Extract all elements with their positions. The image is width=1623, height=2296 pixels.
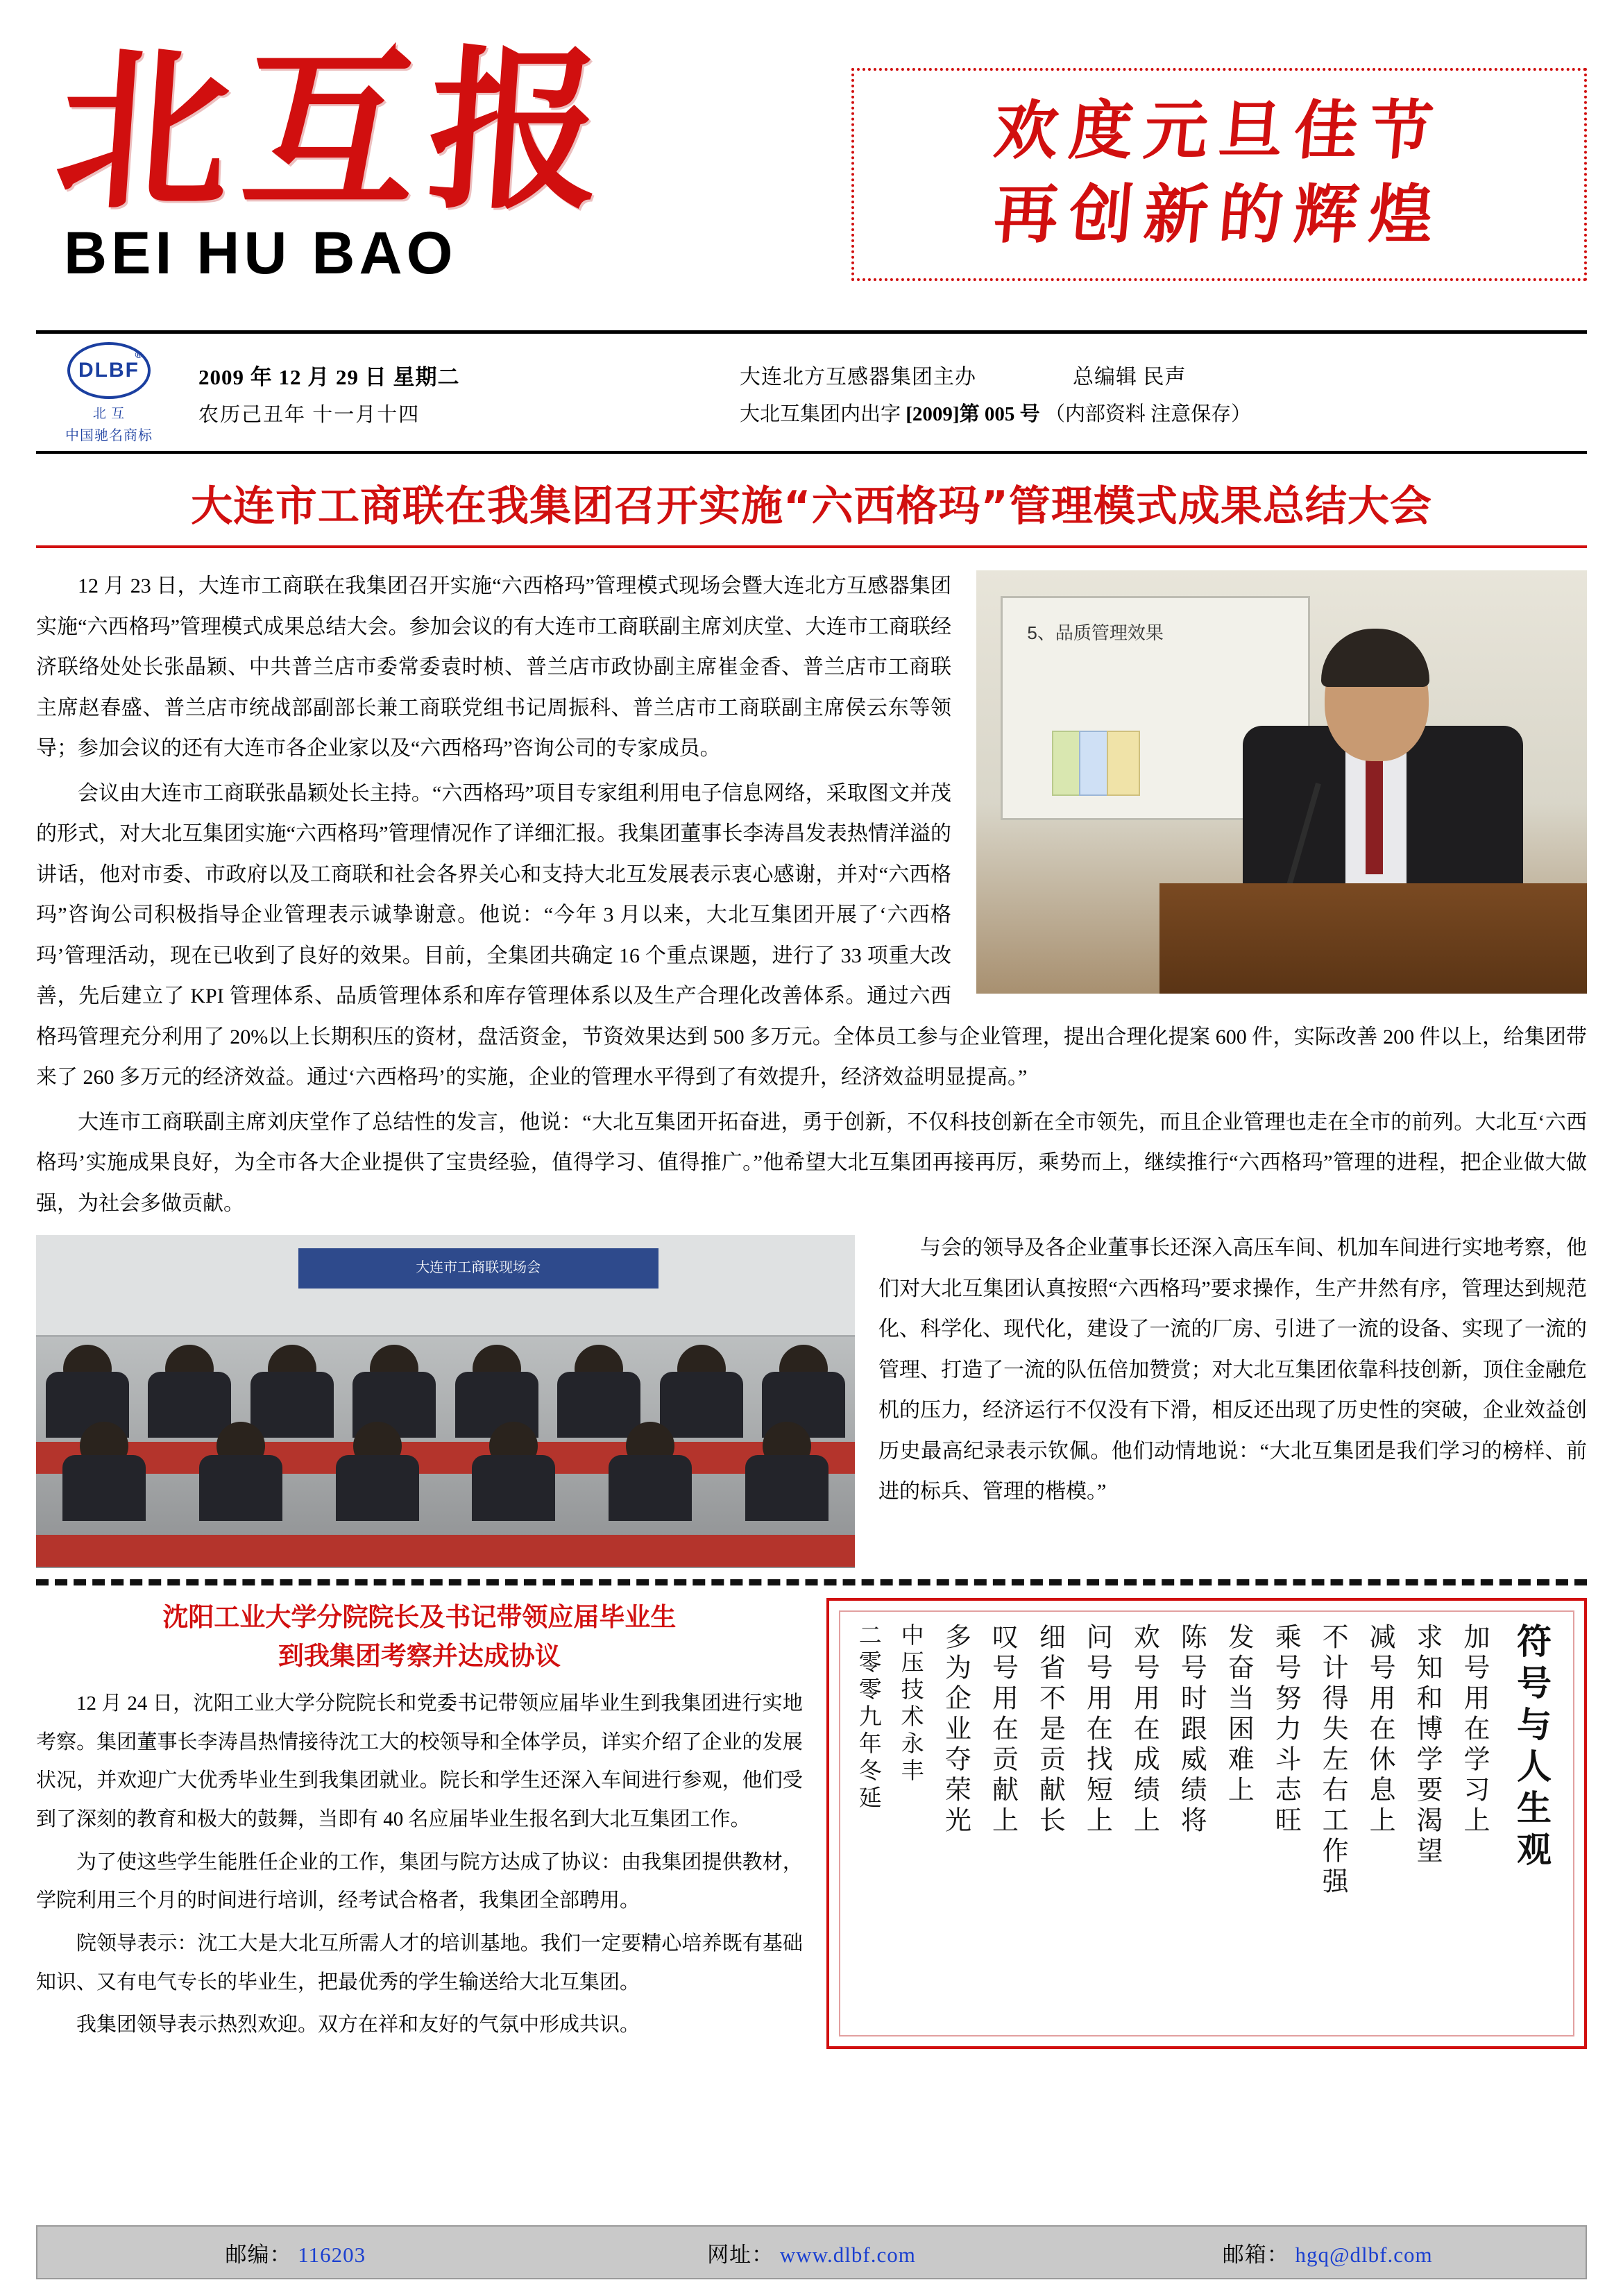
masthead-left: [36, 28, 792, 288]
calligraphy-column: 发奋当困难上: [1223, 1623, 1255, 1806]
speaker-photo-wrap: [976, 570, 1587, 994]
logo-sub-label: 中国驰名商标: [65, 428, 153, 443]
bottom-section: [36, 1598, 1587, 2049]
publisher-label: 大连北方互感器集团主办: [740, 366, 976, 389]
footer-email-label: 邮箱：: [1222, 2242, 1289, 2267]
footer-website-link[interactable]: www.dlbf.com: [779, 2242, 916, 2267]
slogan-line-2: 再创新的辉煌: [991, 177, 1447, 253]
calligraphy-column: 多为企业夺荣光: [940, 1623, 971, 1837]
logo-cn-label: 北 互: [92, 407, 126, 421]
calligraphy-title: 符号与人生观: [1511, 1623, 1552, 1873]
calligraphy-column: 减号用在休息上: [1365, 1623, 1396, 1837]
calligraphy-column: 加号用在学习上: [1459, 1623, 1490, 1837]
speaker-photo: [976, 570, 1587, 994]
secondary-paragraph: 院领导表示：沈工大是大北互所需人才的培训基地。我们一定要精心培养既有基础知识、又有电气专长的毕业生，把最优秀的学生输送给大北互集团。: [36, 1932, 803, 1993]
brand-logo: [36, 342, 182, 444]
calligraphy-column: 欢号用在成绩上: [1129, 1623, 1160, 1837]
calligraphy-column: 陈号时跟威绩将: [1176, 1623, 1207, 1837]
secondary-paragraph: 12 月 24 日，沈阳工业大学分院院长和党委书记带领应届毕业生到我集团进行实地考察。集团董事长李涛昌热情接待沈工大的校领导和全体学员，详实介绍了企业的发展状况，并欢迎广大优秀毕业生到我集团就业。院长和学生还深入车间进行参观，他们受到了深刻的教育和极大的鼓舞，当即有 40 名应届毕业生报名到大北互集团工作。: [36, 1692, 803, 1831]
logo-mark-text: DLBF: [78, 359, 139, 382]
secondary-paragraph: 我集团领导表示热烈欢迎。双方在祥和友好的气氛中形成共识。: [76, 2014, 640, 2036]
headline-divider: [36, 545, 1587, 548]
info-bar: [36, 334, 1587, 454]
calligraphy-column: 乘号努力斗志旺: [1271, 1623, 1302, 1837]
calligraphy-columns: [839, 1610, 1574, 2036]
calligraphy-panel: [826, 1598, 1587, 2049]
footer-email[interactable]: [1069, 2237, 1586, 2268]
issue-number: [2009]第 005 号: [906, 403, 1040, 425]
lunar-date: 农历己丑年 十一月十四: [198, 403, 420, 426]
secondary-article-body: [36, 1685, 803, 2045]
slogan-box: [851, 68, 1587, 281]
calligraphy-column: 不计得失左右工作强: [1318, 1623, 1349, 1898]
masthead: [36, 28, 1587, 326]
secondary-title-line-2: 到我集团考察并达成协议: [278, 1640, 561, 1671]
calligraphy-column: 叹号用在贡献上: [987, 1623, 1019, 1837]
main-article: [36, 566, 1587, 1513]
audience-banner-text: 大连市工商联现场会: [298, 1248, 658, 1289]
editor-label: 总编辑 民声: [1073, 366, 1187, 389]
footer-website[interactable]: [554, 2237, 1070, 2268]
page-title: 大连市工商联在我集团召开实施“六西格玛”管理模式成果总结大会: [191, 482, 1432, 531]
podium: [1159, 883, 1587, 994]
footer-zip-label: 邮编：: [225, 2242, 292, 2267]
article-paragraph: 与会的领导及各企业董事长还深入高压车间、机加车间进行实地考察，他们对大北互集团认真按照“六西格玛”要求操作，生产井然有序，管理达到规范化、科学化、现代化，建设了一流的厂房、引进了一流的设备、实现了一流的管理、打造了一流的队伍倍加赞赏；对大北互集团依靠科技创新，顶住金融危机的压力，经济运行不仅没有下滑，相反还出现了历史性的突破，企业效益创历史最高纪录表示钦佩。他们动情地说：“大北互集团是我们学习的榜样、前进的标兵、管理的楷模。”: [878, 1236, 1587, 1503]
footer-zip-value: 116203: [298, 2242, 366, 2267]
issue-prefix: 大北互集团内出字: [740, 403, 901, 425]
footer-zip: [37, 2237, 554, 2268]
audience-photo: [36, 1235, 855, 1568]
footer-email-link[interactable]: hgq@dlbf.com: [1295, 2242, 1433, 2267]
article-paragraph: 大连市工商联副主席刘庆堂作了总结性的发言，他说：“大北互集团开拓奋进，勇于创新，不仅科技创新在全市领先，而且企业管理也走在全市的前列。大北互‘六西格玛’实施成果良好，为全市各大企业提供了宝贵经验，值得学习、值得推广。”他希望大北互集团再接再厉，乘势而上，继续推行“六西格玛”管理的进程，把企业做大做强，为社会多做贡献。: [36, 1110, 1587, 1215]
newspaper-title: 北互报: [49, 28, 622, 232]
projection-screen-text: 5、品质管理效果: [1027, 622, 1164, 643]
dlbf-logo-icon: [67, 342, 151, 399]
calligraphy-column: 求知和博学要渴望: [1412, 1623, 1443, 1867]
article-paragraph: 会议由大连市工商联张晶颖处长主持。“六西格玛”项目专家组利用电子信息网络，采取图文并茂的形式，对大北互集团实施“六西格玛”管理情况作了详细汇报。我集团董事长李涛昌发表热情洋溢的讲话，他对市委、市政府以及工商联和社会各界关心和支持大北互发展表示衷心感谢，并对“六西格玛”咨询公司积极指导企业管理表示诚挚谢意。他说：“今年 3 月以来，大北互集团开展了‘六西格玛’管理活动，现在已收到了良好的效果。目前，全集团共确定 16 个重点课题，进行了 33 项重大改善，先后建立了 KPI 管理体系、品质管理体系和库存管理体系以及生产合理化改善体系。通过六西格玛管理充分利用了 20%以上长期积压的资材，盘活资金，节资效果达到 500 多万元。全体员工参与企业管理，提出合理化提案 600 件，实际改善 200 件以上，给集团带来了 260 多万元的经济效益。通过‘六西格玛’的实施，企业的管理水平得到了有效提升，经济效益明显提高。”: [36, 781, 1587, 1089]
section-divider: [36, 1579, 1587, 1585]
secondary-title-line-1: 沈阳工业大学分院院长及书记带领应届毕业生: [162, 1602, 677, 1632]
secondary-paragraph: 为了使这些学生能胜任企业的工作，集团与院方达成了协议：由我集团提供教材，学院利用三个月的时间进行培训，经考试合格者，我集团全部聘用。: [36, 1851, 803, 1912]
newspaper-title-pinyin: BEI HU BAO: [64, 219, 457, 287]
audience-photo-wrap: [36, 1235, 855, 1568]
calligraphy-column: 中压技术永丰: [897, 1623, 925, 1785]
footer-website-label: 网址：: [707, 2242, 774, 2267]
slogan-line-1: 欢度元旦佳节: [991, 93, 1447, 168]
calligraphy-column: 细省不是贡献长: [1035, 1623, 1066, 1837]
footer-bar: [36, 2225, 1587, 2279]
publisher-block: [740, 359, 1587, 427]
secondary-article: [36, 1598, 803, 2049]
registered-icon: ®: [135, 349, 144, 360]
issue-suffix: （内部资料 注意保存）: [1044, 403, 1252, 425]
date-block: [182, 359, 740, 427]
article-paragraph: 12 月 23 日，大连市工商联在我集团召开实施“六西格玛”管理模式现场会暨大连北方互感器集团实施“六西格玛”管理模式成果总结大会。参加会议的有大连市工商联副主席刘庆堂、大连市工商联经济联络处处长张晶颖、中共普兰店市委常委袁时桢、普兰店市政协副主席崔金香、普兰店市工商联主席赵春盛、普兰店市统战部副部长兼工商联党组书记周振科、普兰店市工商联副主席侯云东等领导；参加会议的还有大连市各企业家以及“六西格玛”咨询公司的专家成员。: [36, 575, 951, 760]
calligraphy-column: 二零零九年冬延: [855, 1623, 883, 1812]
calligraphy-column: 问号用在找短上: [1082, 1623, 1113, 1837]
gregorian-date: 2009 年 12 月 29 日 星期二: [198, 364, 460, 389]
